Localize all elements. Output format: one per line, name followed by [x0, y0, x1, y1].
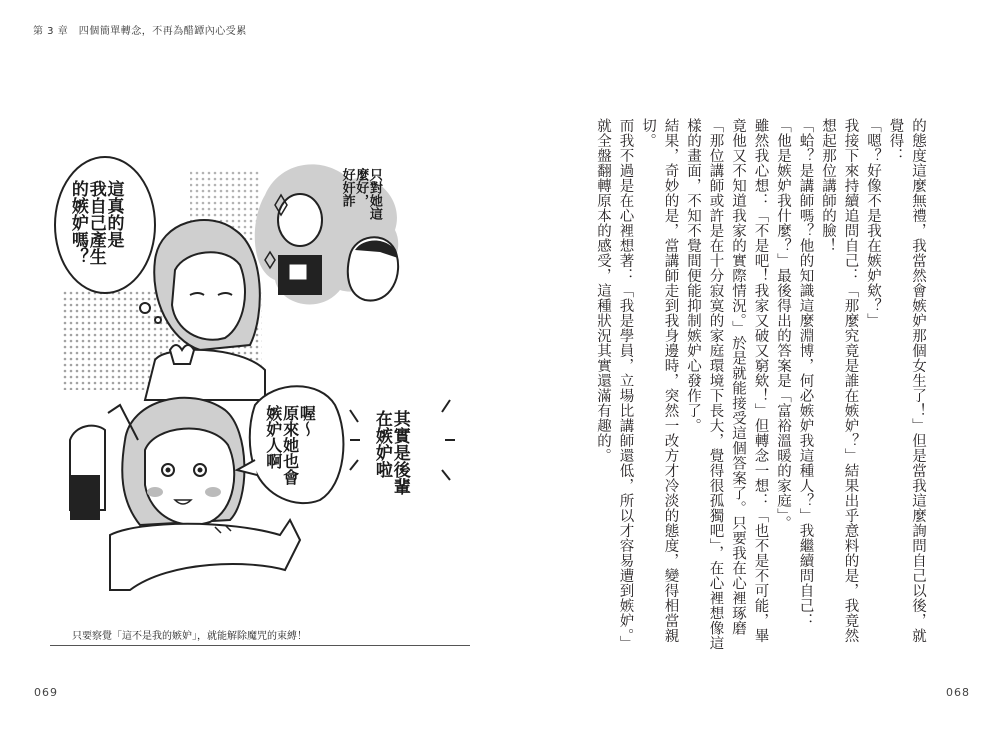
comic-illustration: [50, 140, 470, 620]
woman2-face: [145, 429, 234, 525]
paragraph: 「嗯？好像不是我在嫉妒欸？」: [865, 118, 881, 328]
whisper-text: 只對她這 麼好， 好奸詐: [339, 168, 382, 220]
woman-face: [172, 252, 245, 339]
pupil: [198, 468, 203, 473]
gossip-woman-hand: [290, 265, 306, 279]
caption-divider: [50, 645, 470, 646]
blush: [147, 487, 163, 497]
body-text: [559, 118, 929, 656]
pupil: [166, 468, 171, 473]
illustration-caption: 只要察覺「這不是我的嫉妒」，就能解除魔咒的束縛！: [72, 631, 307, 642]
chapter-header: 第 3 章 四個簡單轉念，不再為醋罈內心受累: [33, 26, 247, 37]
paragraph: 「蛤？是講師嗎？他的知識這麼淵博，何必嫉妒我這種人？」我繼續問自己：「他是嫉妒我什麼？」最後得出的答案是「富裕溫暖的家庭」。: [775, 118, 814, 628]
woman2-body: [110, 520, 300, 590]
senior-body: [70, 475, 100, 520]
paragraph: 我接下來持續追問自己：「那麼究竟是誰在嫉妒？」結果出乎意料的是，我竟然想起那位講師的臉！: [820, 118, 859, 643]
speech-bubble-right-text: 其實是後輩 在嫉妒啦: [371, 410, 410, 495]
thought-dot: [140, 303, 150, 313]
thought-bubble-text: 這真的是 我自己產生 的嫉妒嗎？: [67, 180, 124, 265]
blush: [205, 487, 221, 497]
paragraph: 而我不過是在心裡想著：「我是學員，立場比講師還低，所以才容易遭到嫉妒。」就全盤翻轉原本的感受，這種狀況其實還滿有趣的。: [595, 118, 634, 651]
page-number-left: 069: [34, 686, 58, 699]
page-number-right: 068: [946, 686, 970, 699]
paragraph: 雖然我心想：「不是吧！我家又破又窮欸！」但轉念一想：「也不是不可能，畢竟他又不知道我家的實際情況。」於是就能接受這個答案了。只要我在心裡琢磨「那位講師或許是在十分寂寞的家庭環境下長大，覺得很孤獨吧」，在心裡想像這樣的畫面，不知不覺間便能抑制嫉妒心發作了。: [685, 118, 769, 651]
paragraph: 結果，奇妙的是，當講師走到我身邊時，突然一改方才冷淡的態度，變得相當親切。: [640, 118, 679, 643]
thought-dot: [155, 317, 161, 323]
speech-bubble-left-text: 喔～ 原來她也會 嫉妒人啊: [263, 405, 317, 485]
paragraph: 的態度這麼無禮，我當然會嫉妒那個女生了！」但是當我這麼詢問自己以後，就覺得：: [887, 118, 926, 643]
